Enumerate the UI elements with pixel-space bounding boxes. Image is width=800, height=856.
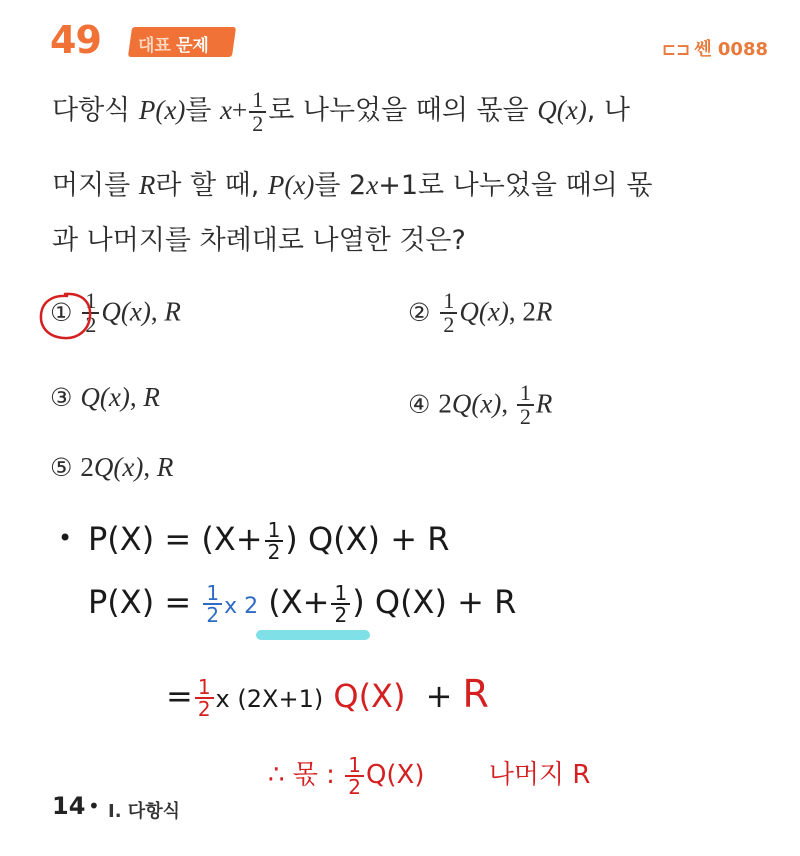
hand-line-3: = $\frac{1}{2}$ x (2X+1) Q(X) + R bbox=[166, 672, 489, 721]
source-reference bbox=[662, 35, 768, 61]
choice-1[interactable]: ① $\frac{1}{2}$ Q(x), R bbox=[50, 288, 181, 337]
choice-number: ④ bbox=[408, 389, 431, 419]
hand-line-2: P(X) = $\frac{1}{2}$ x 2 (X+ $\frac{1}{2}$ ) Q(X) + R bbox=[88, 581, 517, 627]
source-label: 쎈 0088 bbox=[694, 39, 768, 60]
problem-number: 49 bbox=[50, 18, 101, 62]
badge-label-part2: 문제 bbox=[176, 36, 209, 56]
question-line-2: 머지를 R라 할 때, P(x)를 2x+1로 나누었을 때의 몫 bbox=[52, 170, 653, 201]
page-number: 14 bbox=[52, 792, 86, 820]
choice-3[interactable]: ③ Q(x), R bbox=[50, 382, 160, 412]
choice-5[interactable]: ⑤ 2Q(x), R bbox=[50, 452, 174, 482]
answer-circle-mark bbox=[36, 290, 94, 342]
choice-4[interactable]: ④ 2Q(x), $\frac{1}{2}$ R bbox=[408, 380, 553, 429]
link-arrow-icon: ⊏⊐ bbox=[661, 40, 691, 60]
footer-bullet: • bbox=[88, 794, 100, 818]
question-line-1: 다항식 P(x)를 x+ $\frac{1}{2}$ 로 나누었을 때의 몫을 Q(x), 나 bbox=[52, 86, 630, 136]
highlight-stroke bbox=[256, 630, 370, 640]
choice-number: ⑤ bbox=[50, 453, 73, 482]
hand-line-1: P(X) = (X+ $\frac{1}{2}$ ) Q(X) + R bbox=[88, 518, 450, 564]
question-line-3: 과 나머지를 차례대로 나열한 것은? bbox=[52, 225, 466, 256]
chapter-title: I. 다항식 bbox=[108, 801, 180, 822]
hand-bullet: • bbox=[58, 524, 73, 552]
choice-number: ① bbox=[50, 297, 73, 327]
badge-label-part1: 대표 bbox=[138, 36, 171, 56]
choice-number: ③ bbox=[50, 383, 73, 412]
choice-2[interactable]: ② $\frac{1}{2}$ Q(x), 2R bbox=[408, 288, 553, 337]
choice-number: ② bbox=[408, 297, 431, 327]
representative-problem-badge bbox=[120, 27, 238, 57]
hand-conclusion: ∴ 몫 : $\frac{1}{2}$ Q(X) 나머지 R bbox=[268, 752, 591, 799]
